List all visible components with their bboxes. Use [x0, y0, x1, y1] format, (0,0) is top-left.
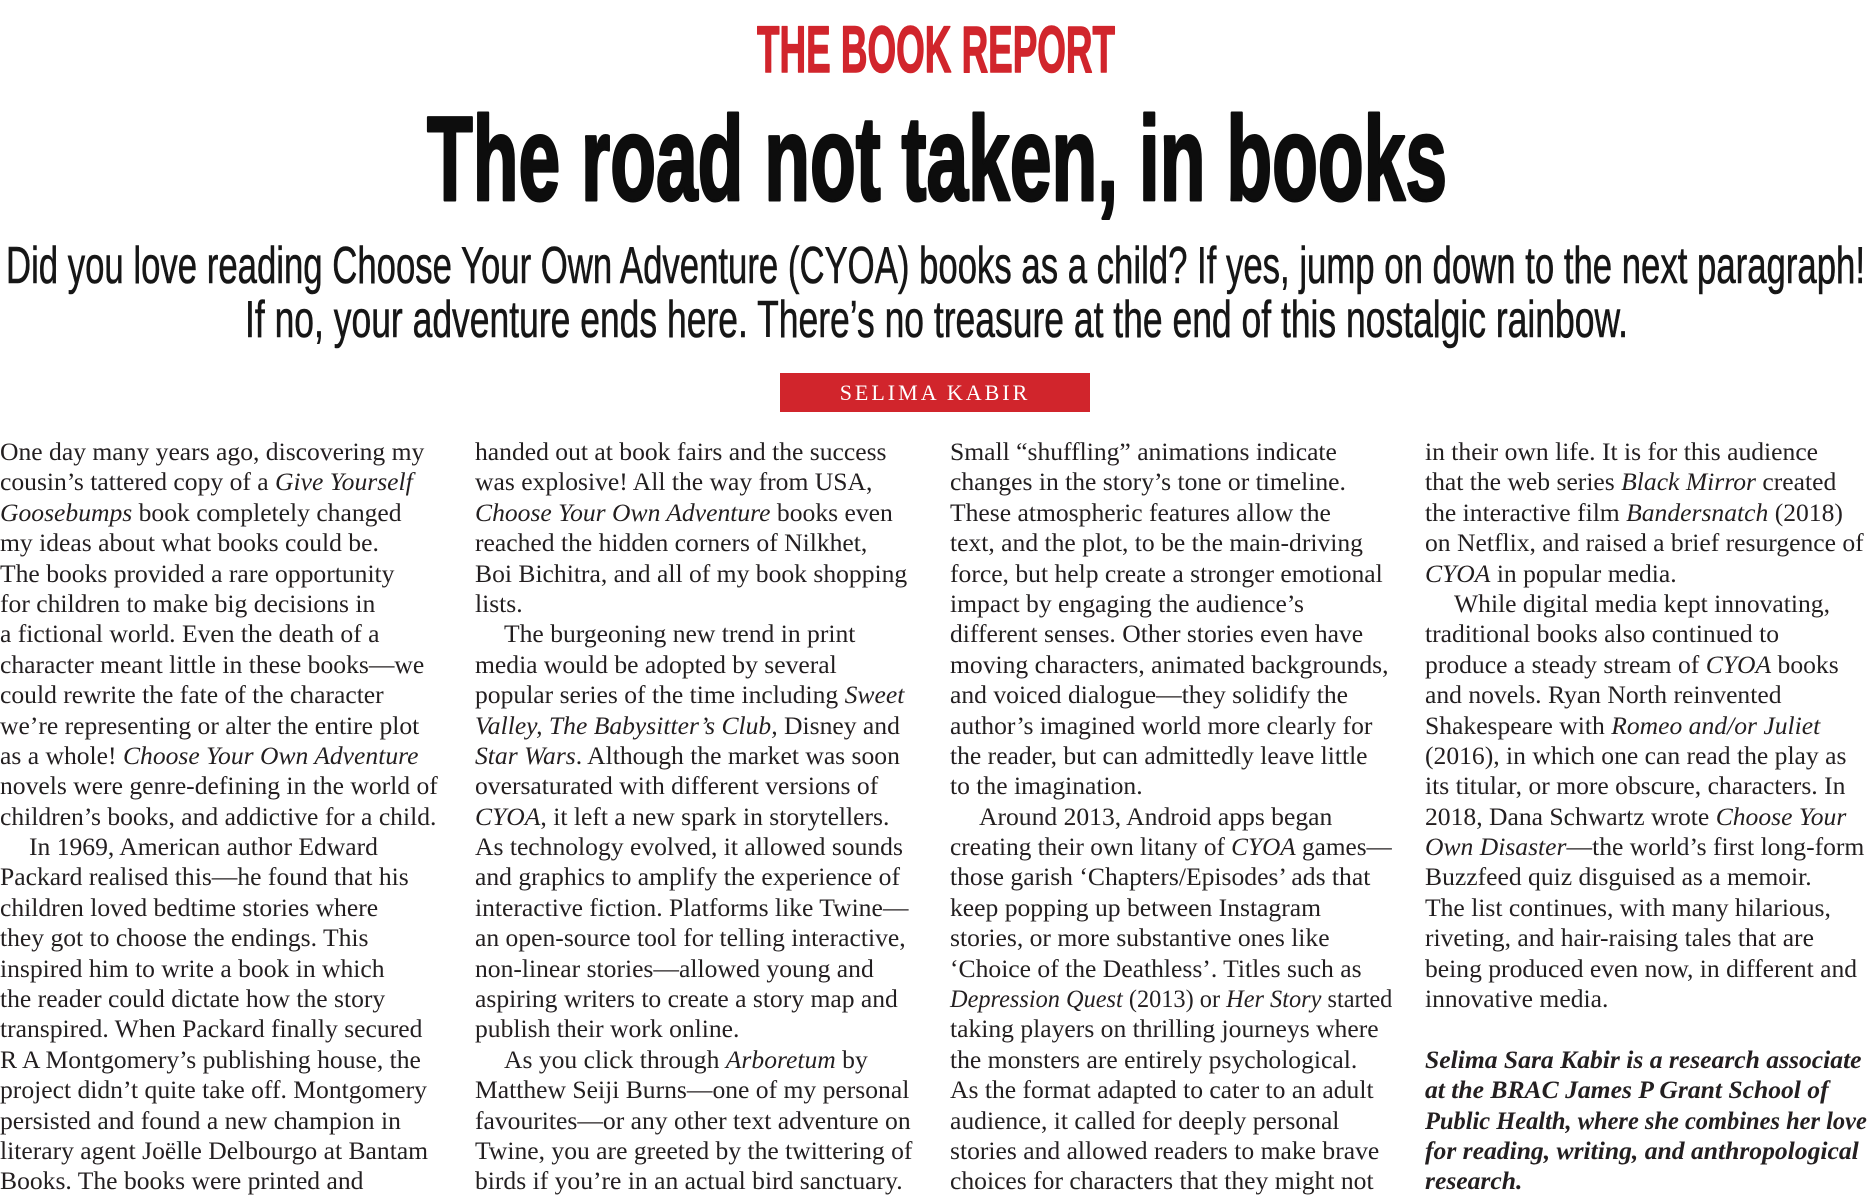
text-line [1425, 802, 1867, 832]
text-line [950, 650, 1392, 680]
text-run: a fictional world. Even the death of a [0, 619, 380, 649]
text-run: produce a steady stream of [1425, 649, 1706, 679]
text-line [1425, 437, 1867, 467]
text-run: non-linear stories—allowed young and [475, 953, 874, 983]
text-line [950, 711, 1392, 741]
text-line [0, 619, 442, 649]
paragraph [1425, 589, 1867, 1014]
text-line [0, 923, 442, 953]
bio-text: Selima Sara Kabir is a research associate [1425, 1044, 1862, 1074]
text-run: and voiced dialogue—they solidify the [950, 680, 1349, 710]
text-line [1425, 498, 1867, 528]
text-run: those garish ‘Chapters/Episodes’ ads that [950, 862, 1371, 892]
text-line [1425, 771, 1867, 801]
paragraph [475, 619, 917, 1044]
text-line [1425, 923, 1867, 953]
text-run: taking players on thrilling journeys where [950, 1014, 1379, 1044]
italic-title: Choose Your Own Adventure [122, 740, 419, 770]
text-run: reached the hidden corners of Nilkhet, [475, 528, 868, 558]
text-run: media would be adopted by several [475, 649, 837, 679]
text-line [475, 498, 917, 528]
text-line [0, 1166, 442, 1196]
text-line [950, 467, 1392, 497]
text-line [475, 1136, 917, 1166]
text-line [1425, 589, 1867, 619]
text-line [1425, 650, 1867, 680]
text-line [475, 1014, 917, 1044]
text-line [950, 619, 1392, 649]
text-run: Around 2013, Android apps began [979, 801, 1333, 831]
text-line [0, 467, 442, 497]
italic-title: Give Yourself [275, 467, 413, 497]
text-line [475, 741, 917, 771]
text-line [0, 437, 442, 467]
text-line [475, 862, 917, 892]
text-line [1425, 954, 1867, 984]
text-line [475, 619, 917, 649]
text-run: author’s imagined world more clearly for [950, 710, 1373, 740]
text-line [0, 1075, 442, 1105]
text-line [475, 1106, 917, 1136]
text-run: inspired him to write a book in which [0, 953, 385, 983]
text-run: lists. [475, 588, 523, 618]
text-run: Small “shuffling” animations indicate [950, 437, 1337, 466]
text-line [950, 984, 1393, 1014]
article-header [0, 0, 1871, 360]
text-line [950, 680, 1392, 710]
text-line [1425, 619, 1867, 649]
text-run: (2013) or [1122, 984, 1227, 1014]
text-line [1425, 984, 1867, 1014]
text-line [1425, 680, 1867, 710]
text-line [475, 832, 917, 862]
paragraph [950, 437, 1392, 802]
text-run: that the web series [1425, 467, 1622, 497]
bio-text: at the BRAC James P Grant School of [1425, 1075, 1829, 1105]
text-line [475, 1045, 917, 1075]
text-run: literary agent Joëlle Delbourgo at Bantam [0, 1135, 429, 1165]
text-run: could rewrite the fate of the character [0, 680, 384, 710]
text-run: innovative media. [1425, 984, 1609, 1014]
text-run: children’s books, and addictive for a child. [0, 801, 437, 831]
text-run: and novels. Ryan North reinvented [1425, 680, 1782, 710]
text-run: interactive fiction. Platforms like Twine— [475, 892, 909, 922]
text-line [475, 771, 917, 801]
text-run: keep popping up between Instagram [950, 892, 1321, 922]
text-line [0, 1014, 442, 1044]
text-run: . Although the market was soon [575, 740, 900, 770]
text-run: cousin’s tattered copy of a [0, 467, 276, 497]
text-line [0, 711, 442, 741]
text-run: being produced even now, in different and [1425, 953, 1858, 983]
text-line [475, 528, 917, 558]
italic-title: CYOA [1425, 558, 1491, 588]
text-line [0, 1045, 442, 1075]
text-run: the reader could dictate how the story [0, 984, 386, 1014]
text-run: traditional books also continued to [1425, 619, 1779, 649]
text-run: audience, it called for deeply personal [950, 1105, 1340, 1135]
text-line [950, 771, 1392, 801]
paragraph [0, 832, 442, 1197]
text-line [0, 680, 442, 710]
text-run: , it left a new spark in storytellers. [540, 801, 890, 831]
text-line [475, 802, 917, 832]
text-line [0, 862, 442, 892]
bio-text: Public Health, where she combines her love [1425, 1105, 1867, 1135]
text-line [475, 1166, 917, 1196]
text-line [1425, 467, 1867, 497]
text-line [950, 437, 1392, 467]
text-run: The burgeoning new trend in print [504, 619, 856, 649]
text-line [0, 741, 442, 771]
text-run: Shakespeare with [1425, 710, 1612, 740]
italic-title: Bandersnatch [1626, 497, 1769, 527]
text-run: Boi Bichitra, and all of my book shopping [475, 558, 908, 588]
text-line [475, 437, 917, 467]
text-line [1425, 559, 1867, 589]
text-line [950, 1106, 1392, 1136]
text-run: books [1771, 649, 1839, 679]
text-line [475, 711, 917, 741]
italic-title: CYOA [1705, 649, 1772, 679]
text-line [1425, 1045, 1867, 1075]
paragraph [1425, 437, 1867, 589]
dek-line-2: If no, your adventure ends here. There’s no treasure at the end of this nostalgic rainbow. [245, 291, 1628, 349]
text-line [1425, 1166, 1867, 1196]
text-run: for children to make big decisions in [0, 588, 376, 618]
text-line [475, 893, 917, 923]
text-line [950, 1014, 1392, 1044]
author-bio [1425, 1045, 1867, 1197]
italic-title: CYOA [1231, 832, 1296, 862]
text-run: In 1969, American author Edward [29, 832, 378, 862]
text-line [1425, 528, 1867, 558]
text-line [475, 589, 917, 619]
text-run: handed out at book fairs and the success [475, 437, 887, 466]
text-run: the monsters are entirely psychological. [950, 1044, 1358, 1074]
text-line [950, 741, 1392, 771]
text-run: moving characters, animated backgrounds, [950, 649, 1389, 679]
text-run: As the format adapted to cater to an adult [950, 1075, 1374, 1105]
text-line [1425, 1105, 1867, 1136]
text-run: created [1755, 467, 1837, 497]
text-run: persisted and found a new champion in [0, 1105, 401, 1135]
text-line [950, 1136, 1392, 1166]
text-line [1425, 1075, 1867, 1105]
text-line [0, 771, 442, 801]
italic-title: Own Disaster [1425, 832, 1567, 862]
text-line [950, 923, 1392, 953]
text-run: we’re representing or alter the entire plot [0, 710, 420, 740]
headline: The road not taken, in books [427, 92, 1447, 226]
text-run: —the world’s first long-form [1566, 832, 1865, 862]
text-run: an open-source tool for telling interactive, [475, 923, 906, 953]
article-column-4 [1425, 437, 1867, 1197]
text-line [1425, 711, 1867, 741]
text-run: popular series of the time including [475, 680, 845, 710]
text-run: birds if you’re in an actual bird sanctuary. [475, 1166, 903, 1196]
article-column-1 [0, 437, 442, 1197]
text-line [1425, 862, 1867, 892]
text-line [0, 528, 442, 558]
text-run: oversaturated with different versions of [475, 771, 879, 801]
text-line [475, 559, 917, 589]
text-run: 2018, Dana Schwartz wrote [1425, 801, 1716, 831]
text-run: as a whole! [0, 740, 123, 770]
text-run: on Netflix, and raised a brief resurgence of [1425, 528, 1864, 558]
text-run: (2018) [1768, 497, 1843, 527]
text-run: R A Montgomery’s publishing house, the [0, 1044, 421, 1074]
text-line [0, 893, 442, 923]
text-line [950, 498, 1392, 528]
text-line [950, 1045, 1392, 1075]
text-run: my ideas about what books could be. [0, 528, 379, 558]
text-line [950, 1166, 1392, 1196]
text-line [475, 1075, 917, 1105]
text-run: The list continues, with many hilarious, [1425, 892, 1831, 922]
text-run: the reader, but can admittedly leave little [950, 740, 1368, 770]
italic-title: Choose Your Own Adventure [475, 497, 771, 527]
italic-title: Her Story [1226, 984, 1322, 1014]
article-column-2 [475, 437, 917, 1197]
paragraph [475, 437, 917, 619]
italic-title: Black Mirror [1621, 467, 1756, 497]
text-run: These atmospheric features allow the [950, 497, 1331, 527]
text-run: games— [1295, 832, 1392, 862]
text-run: favourites—or any other text adventure on [475, 1105, 911, 1135]
text-run: Disney and [777, 710, 900, 740]
text-run: Books. The books were printed and [0, 1166, 364, 1196]
article-column-3 [950, 437, 1392, 1197]
text-run: by [835, 1044, 868, 1074]
text-run: to the imagination. [950, 771, 1143, 801]
text-run: Buzzfeed quiz disguised as a memoir. [1425, 862, 1812, 892]
text-run: One day many years ago, discovering my [0, 437, 425, 466]
text-run: While digital media kept innovating, [1454, 588, 1830, 618]
text-run: (2016), in which one can read the play as [1425, 740, 1847, 770]
text-run: character meant little in these books—we [0, 649, 425, 679]
text-line [950, 528, 1392, 558]
text-line [475, 923, 917, 953]
italic-title: Arboretum [725, 1044, 836, 1074]
text-line [950, 589, 1392, 619]
text-run: changes in the story’s tone or timeline. [950, 467, 1346, 497]
text-run: choices for characters that they might not [950, 1166, 1374, 1196]
text-run: book completely changed [132, 497, 402, 527]
text-run: project didn’t quite take off. Montgomery [0, 1075, 427, 1105]
text-run: aspiring writers to create a story map and [475, 984, 898, 1014]
text-run: in popular media. [1490, 558, 1677, 588]
text-line [0, 984, 442, 1014]
text-line [950, 893, 1392, 923]
text-run: text, and the plot, to be the main-driving [950, 528, 1363, 558]
italic-title: Depression Quest [950, 984, 1123, 1014]
text-line [1425, 832, 1867, 862]
text-run: stories and allowed readers to make brave [950, 1135, 1380, 1165]
text-line [0, 832, 442, 862]
text-line [0, 954, 442, 984]
bio-text: for reading, writing, and anthropological [1425, 1135, 1859, 1165]
text-run: transpired. When Packard finally secured [0, 1014, 423, 1044]
text-run: riveting, and hair-raising tales that are [1425, 923, 1814, 953]
section-kicker: THE BOOK REPORT [757, 12, 1115, 86]
text-run: they got to choose the endings. This [0, 923, 369, 953]
text-line [950, 802, 1392, 832]
text-run: As technology evolved, it allowed sounds [475, 832, 903, 862]
text-run: and graphics to amplify the experience of [475, 862, 900, 892]
text-line [1425, 741, 1867, 771]
text-run: stories, or more substantive ones like [950, 923, 1330, 953]
text-run: As you click through [504, 1044, 726, 1074]
italic-title: Star Wars [475, 740, 576, 770]
byline-badge: SELIMA KABIR [780, 373, 1090, 412]
text-run: force, but help create a stronger emotional [950, 558, 1383, 588]
text-line [0, 589, 442, 619]
text-line [950, 832, 1392, 862]
paragraph [0, 437, 442, 832]
text-line [1425, 893, 1867, 923]
text-line [950, 954, 1392, 984]
text-run: the interactive film [1425, 497, 1627, 527]
text-run: impact by engaging the audience’s [950, 588, 1304, 618]
text-line [475, 650, 917, 680]
text-line [475, 954, 917, 984]
text-line [950, 1075, 1392, 1105]
italic-title: Choose Your [1715, 801, 1847, 831]
text-run: creating their own litany of [950, 832, 1232, 862]
text-run: started [1321, 984, 1393, 1014]
paragraph [475, 1045, 917, 1197]
text-line [0, 650, 442, 680]
text-run: books even [770, 497, 893, 527]
italic-title: Sweet [844, 680, 905, 710]
text-run: different senses. Other stories even have [950, 619, 1364, 649]
text-run: publish their work online. [475, 1014, 740, 1044]
text-run: The books provided a rare opportunity [0, 558, 395, 588]
text-line [0, 498, 442, 528]
text-run: children loved bedtime stories where [0, 892, 379, 922]
text-run: Twine, you are greeted by the twittering of [475, 1135, 913, 1165]
text-run: Packard realised this—he found that his [0, 862, 409, 892]
paragraph [950, 802, 1392, 1197]
italic-title: Goosebumps [0, 497, 133, 527]
text-run: Matthew Seiji Burns—one of my personal [475, 1075, 910, 1105]
text-line [475, 680, 917, 710]
text-line [475, 984, 917, 1014]
text-line [950, 559, 1392, 589]
text-line [0, 802, 442, 832]
text-run: in their own life. It is for this audience [1425, 437, 1819, 466]
text-run: was explosive! All the way from USA, [475, 467, 873, 497]
text-run: novels were genre-defining in the world of [0, 771, 438, 801]
italic-title: Romeo and/or Juliet [1611, 710, 1821, 740]
text-line [0, 559, 442, 589]
italic-title: Valley, The Babysitter’s Club, [475, 710, 778, 740]
italic-title: CYOA [475, 801, 541, 831]
text-line [950, 862, 1392, 892]
text-run: ‘Choice of the Deathless’. Titles such as [950, 953, 1362, 983]
text-line [475, 467, 917, 497]
text-line [0, 1106, 442, 1136]
text-line [1425, 1136, 1867, 1166]
bio-text: research. [1425, 1166, 1523, 1196]
text-run: its titular, or more obscure, characters. In [1425, 771, 1846, 801]
text-line [0, 1136, 442, 1166]
dek-line-1: Did you love reading Choose Your Own Adventure (CYOA) books as a child? If yes, jump on down to the next paragraph! [6, 237, 1865, 295]
